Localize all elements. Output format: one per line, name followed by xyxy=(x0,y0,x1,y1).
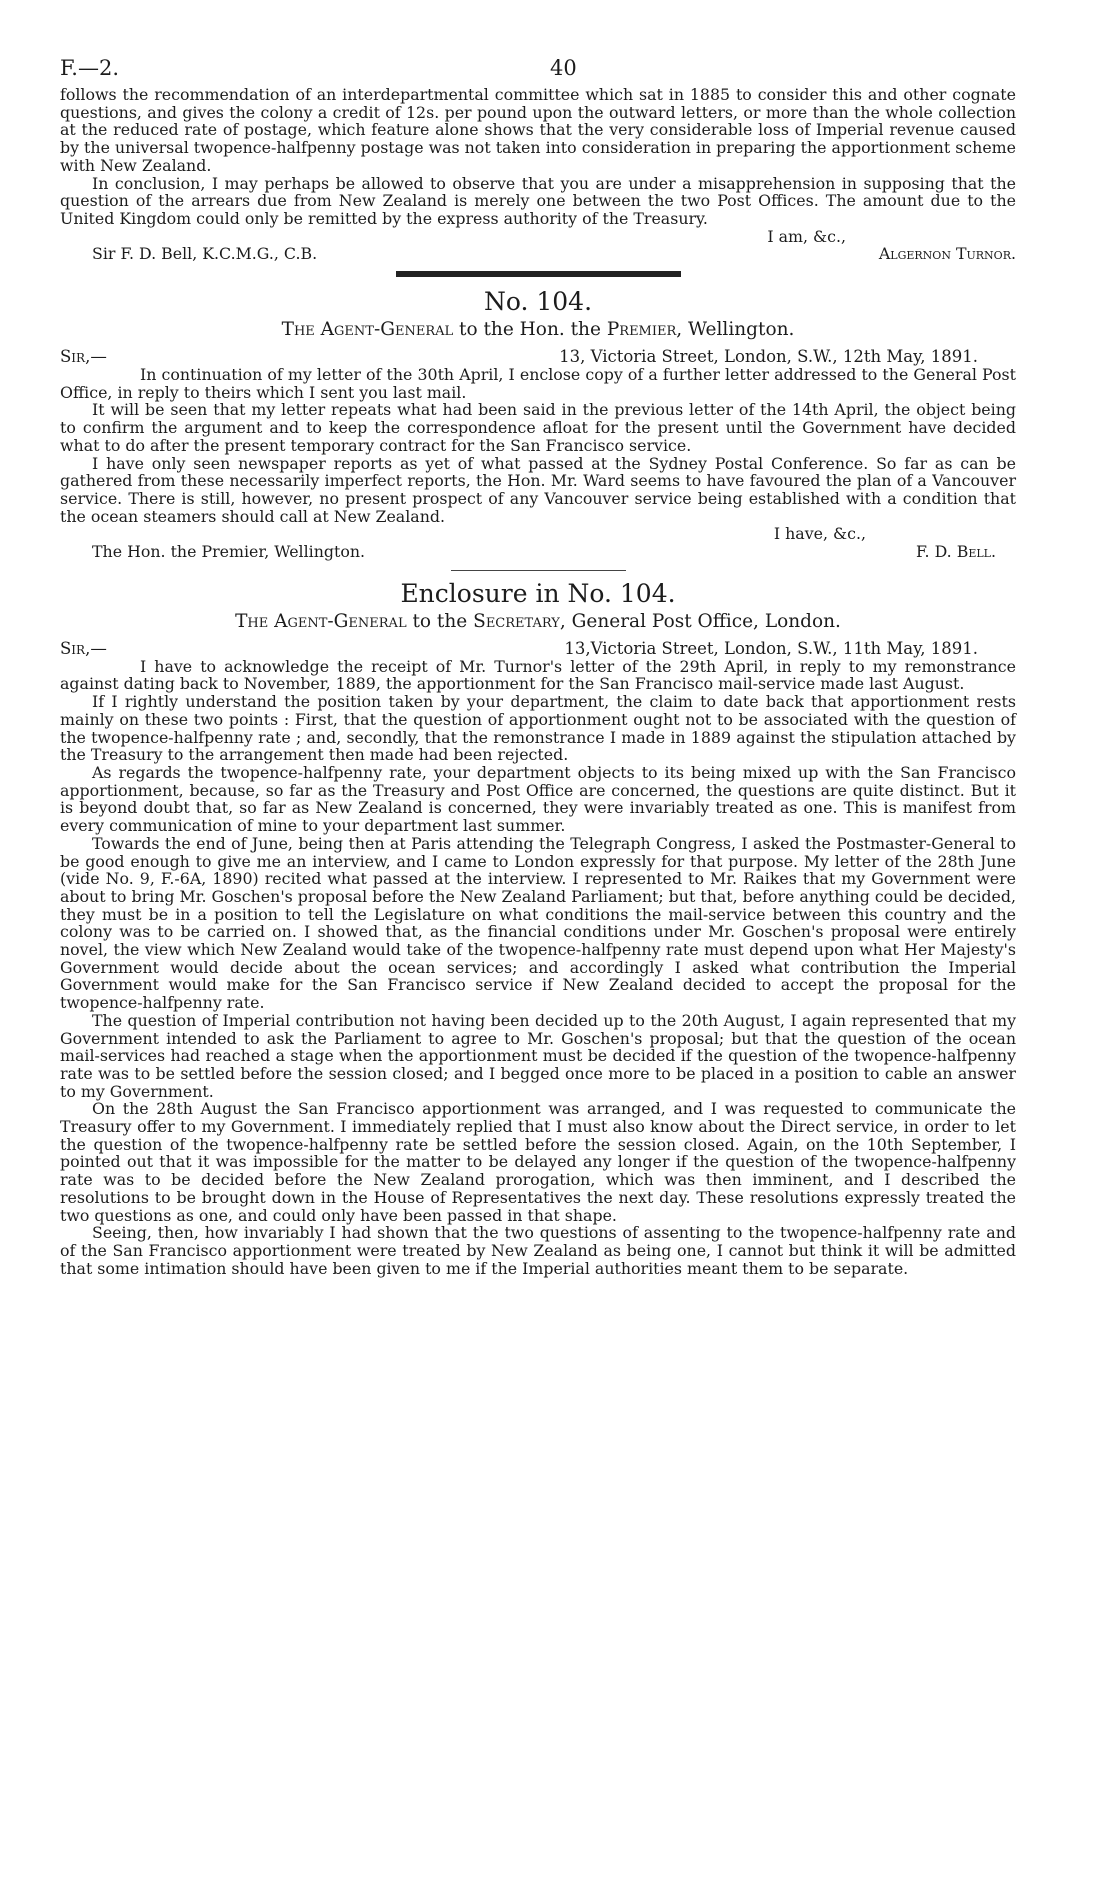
salutation: Sir,— xyxy=(60,347,107,367)
address-date: 13,Victoria Street, London, S.W., 11th May, 1891. xyxy=(564,638,978,658)
enclosure-heading: The Agent-General to the Secretary, General Post Office, London. xyxy=(235,610,841,632)
letter-104 xyxy=(60,287,1016,561)
closing: I have, &c., xyxy=(773,524,866,544)
enclosure-104 xyxy=(60,579,1016,1278)
section-divider xyxy=(451,570,626,571)
paragraph: On the 28th August the San Francisco apportionment was arranged, and I was requested to communicate the Treasury offer to my Government. I immediately replied that I must also know about the Direct service, in order to let the question of the twopence-halfpenny rate be settled before the session closed. Again, on the 10th September, I pointed out that it was impossible for the matter to be delayed any longer if the question of the twopence-halfpenny rate was to be decided before the New Zealand prorogation, which was then imminent, and I described the resolutions to be brought down in the House of Representatives the next day. These resolutions expressly treated the two questions as one, and could only have been passed in that shape. xyxy=(60,1099,1016,1225)
paragraph: It will be seen that my letter repeats what had been said in the previous letter of the 14th April, the object being to confirm the argument and to keep the correspondence afloat for the present until the Government have decided what to do after the present temporary contract for the San Francisco service. xyxy=(60,400,1016,455)
paragraph: In continuation of my letter of the 30th April, I enclose copy of a further letter addressed to the General Post Office, in reply to theirs which I sent you last mail. xyxy=(60,365,1016,402)
letter-number: No. 104. xyxy=(483,287,593,317)
paragraph: I have only seen newspaper reports as yet of what passed at the Sydney Postal Conference. So far as can be gathered from these necessarily imperfect reports, the Hon. Mr. Ward seems to have favoured the plan of a Vancouver service. There is still, however, no present prospect of any Vancouver service being established with a condition that the ocean steamers should call at New Zealand. xyxy=(60,453,1016,526)
paragraph: Towards the end of June, being then at Paris attending the Telegraph Congress, I asked the Postmaster-General to be good enough to give me an interview, and I came to London expressly for that purpose. My letter of the 28th June (vide No. 9, F.-6A, 1890) recited what passed at the interview. I represented to Mr. Raikes that my Government were about to bring Mr. Goschen's proposal before the New Zealand Parliament; but that, before anything could be decided, they must be in a position to tell the Legislature on what conditions the mail-service between this country and the colony was to be carried on. I showed that, as the financial conditions under Mr. Goschen's proposal were entirely novel, the view which New Zealand would take of the twopence-halfpenny rate must depend upon what Her Majesty's Government would decide about the ocean services; and accordingly I asked what contribution the Imperial Government would make for the San Francisco service if New Zealand decided to accept the proposal for the twopence-halfpenny rate. xyxy=(60,833,1016,1013)
salutation-date-row xyxy=(60,639,1016,658)
salutation-date-row xyxy=(60,347,1016,366)
addressee: The Hon. the Premier, Wellington. xyxy=(92,542,366,562)
addressee-signature-row xyxy=(60,245,1016,263)
addressee-signature-row xyxy=(60,543,1016,561)
page-header xyxy=(60,52,1016,86)
closing: I am, &c., xyxy=(767,226,846,246)
address-date: 13, Victoria Street, London, S.W., 12th May, 1891. xyxy=(559,347,978,367)
paragraph: If I rightly understand the position taken by your department, the claim to date back that apportionment rests mainly on these two points : First, that the question of apportionment ought not to be associated with the question of the twopence-halfpenny rate ; and, secondly, that the remonstrance I made in 1889 against the stipulation attached by the Treasury to the arrangement then made had been rejected. xyxy=(60,692,1016,765)
paragraph: The question of Imperial contribution not having been decided up to the 20th August, I again represented that my Government intended to ask the Parliament to agree to Mr. Goschen's proposal; but that the question of the ocean mail-services had reached a stage when the apportionment must be decided if the question of the twopence-halfpenny rate was to be settled before the session closed; and I begged once more to be placed in a position to cable an answer to my Government. xyxy=(60,1010,1016,1101)
paragraph: In conclusion, I may perhaps be allowed to observe that you are under a misapprehension in supposing that the question of the arrears due from New Zealand is merely one between the two Post Offices. The amount due to the United Kingdom could only be remitted by the express authority of the Treasury. xyxy=(60,173,1016,228)
paragraph: follows the recommendation of an interdepartmental committee which sat in 1885 to consider this and other cognate questions, and gives the colony a credit of 12s. per pound upon the outward letters, or more than the whole collection at the reduced rate of postage, which feature alone shows that the very considerable loss of Imperial revenue caused by the universal twopence-halfpenny postage was not taken into consideration in preparing the apportionment scheme with New Zealand. xyxy=(60,85,1016,175)
section-divider xyxy=(396,271,681,277)
paragraph: As regards the twopence-halfpenny rate, your department objects to its being mixed up with the San Francisco apportionment, because, so far as the Treasury and Post Office are concerned, the questions are quite distinct. But it is beyond doubt that, so far as New Zealand is concerned, they were invariably treated as one. This is manifest from every communication of mine to your department last summer. xyxy=(60,762,1016,836)
paragraph: Seeing, then, how invariably I had shown that the two questions of assenting to the twopence-halfpenny rate and of the San Francisco apportionment were treated by New Zealand as being one, I cannot but think it will be admitted that some intimation should have been given to me if the Imperial authorities meant them to be separate. xyxy=(60,1223,1016,1278)
letter-heading: The Agent-General to the Hon. the Premier, Wellington. xyxy=(281,319,795,341)
signature: F. D. Bell. xyxy=(916,542,996,562)
addressee: Sir F. D. Bell, K.C.M.G., C.B. xyxy=(92,244,318,264)
previous-letter-continuation xyxy=(60,86,1016,263)
signature: Algernon Turnor. xyxy=(878,244,1016,264)
salutation: Sir,— xyxy=(60,638,107,658)
enclosure-title: Enclosure in No. 104. xyxy=(400,578,676,608)
document-reference: F.—2. xyxy=(60,56,120,80)
paragraph: I have to acknowledge the receipt of Mr. Turnor's letter of the 29th April, in reply to my remonstrance against dating back to November, 1889, the apportionment for the San Francisco mail-service made last August. xyxy=(60,656,1016,694)
page-number: 40 xyxy=(550,56,577,80)
